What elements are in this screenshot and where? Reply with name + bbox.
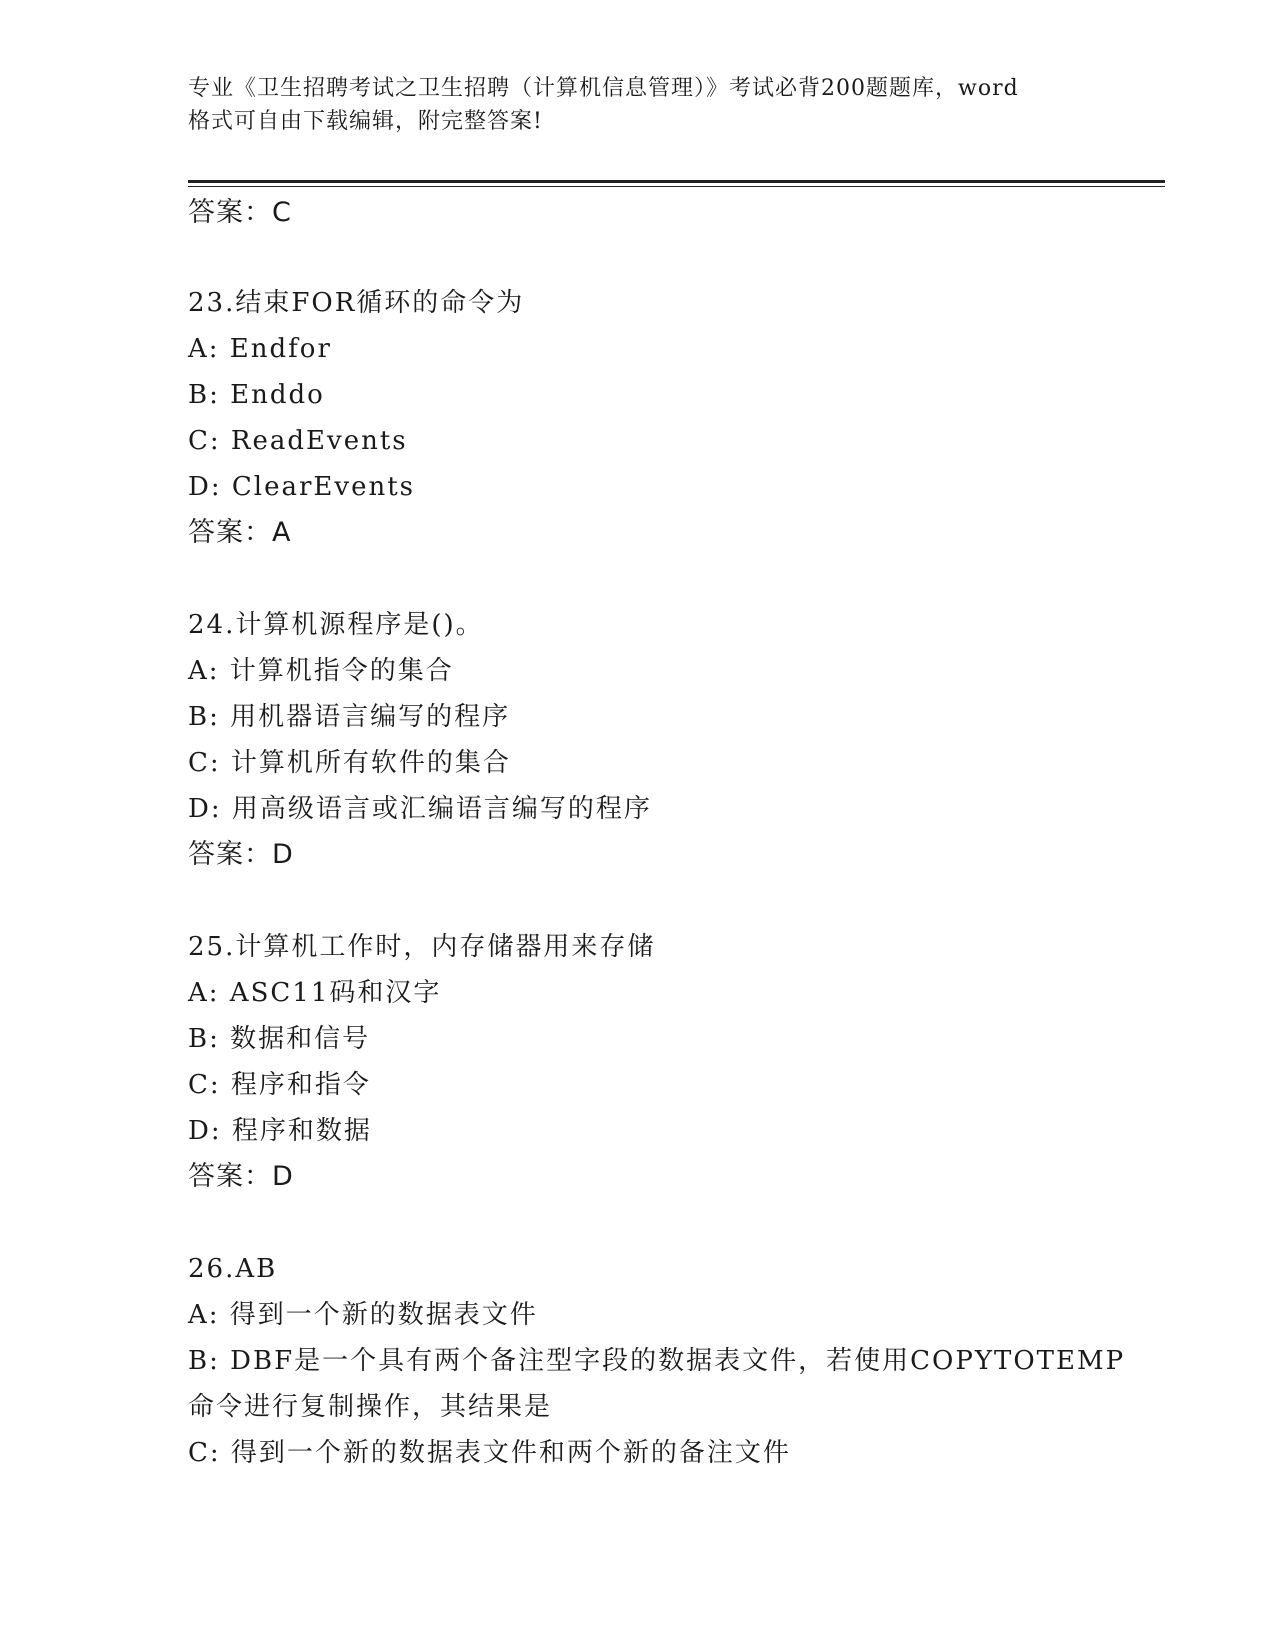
header-line-1: 专业《卫生招聘考试之卫生招聘（计算机信息管理）》考试必背200题题库，word [188, 76, 1019, 101]
option-c: C: 得到一个新的数据表文件和两个新的备注文件 [188, 1438, 791, 1468]
question-24 [188, 602, 1108, 878]
answer: 答案：A [188, 517, 292, 548]
previous-answer: 答案：C [188, 197, 292, 228]
option-b-continued: 命令进行复制操作，其结果是 [188, 1392, 553, 1422]
document-header [188, 72, 1088, 138]
spacer [188, 878, 1108, 924]
question-26 [188, 1246, 1126, 1476]
spacer [188, 1200, 1108, 1246]
option-c: C: ReadEvents [188, 426, 408, 456]
option-b: B: Enddo [188, 380, 325, 410]
option-d: D: 程序和数据 [188, 1116, 372, 1146]
question-stem: 24.计算机源程序是()。 [188, 610, 484, 640]
spacer [188, 556, 1108, 602]
answer: 答案：D [188, 839, 294, 870]
option-a: A: Endfor [188, 334, 332, 364]
option-d: D: ClearEvents [188, 472, 415, 502]
header-rule-thin [188, 186, 1165, 187]
question-25 [188, 924, 1108, 1200]
question-stem: 23.结束FOR循环的命令为 [188, 288, 525, 318]
question-stem: 25.计算机工作时，内存储器用来存储 [188, 932, 656, 962]
option-b: B: 数据和信号 [188, 1024, 371, 1054]
option-d: D: 用高级语言或汇编语言编写的程序 [188, 794, 652, 824]
question-list [188, 190, 1126, 1476]
option-a: A: 计算机指令的集合 [188, 656, 454, 686]
spacer [188, 236, 1108, 280]
option-a: A: 得到一个新的数据表文件 [188, 1300, 538, 1330]
option-b: B: 用机器语言编写的程序 [188, 702, 511, 732]
question-stem: 26.AB [188, 1254, 278, 1284]
option-c: C: 程序和指令 [188, 1070, 371, 1100]
question-23 [188, 280, 1108, 556]
option-a: A: ASC11码和汉字 [188, 978, 442, 1008]
option-b: B: DBF是一个具有两个备注型字段的数据表文件，若使用COPYTOTEMP [188, 1346, 1126, 1376]
header-rule-thick [188, 180, 1165, 183]
header-line-2: 格式可自由下载编辑，附完整答案! [188, 109, 543, 134]
answer: 答案：D [188, 1161, 294, 1192]
option-c: C: 计算机所有软件的集合 [188, 748, 511, 778]
